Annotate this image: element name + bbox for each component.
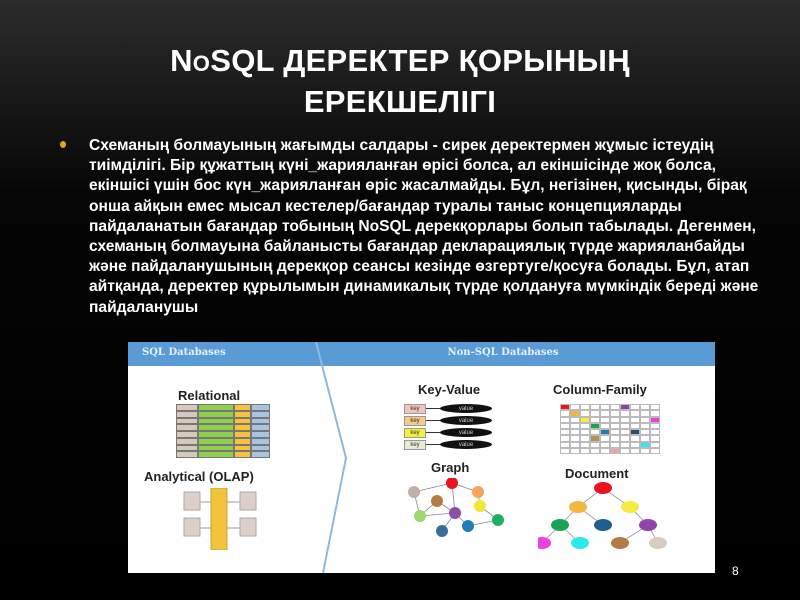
kv-value: value: [440, 404, 492, 413]
relational-table-icon: [176, 404, 270, 458]
graph-label: Graph: [431, 460, 470, 475]
kv-key: key: [404, 416, 426, 426]
kv-key: key: [404, 428, 426, 438]
sql-databases-header: SQL Databases: [142, 347, 226, 358]
kv-pair: [404, 427, 492, 438]
document-label: Document: [565, 466, 629, 481]
title-line1-rest: SQL ДЕРЕКТЕР ҚОРЫНЫҢ: [210, 43, 630, 78]
document-tree-icon: [538, 482, 678, 562]
key-value-label: Key-Value: [418, 382, 481, 397]
nosql-databases-header: Non-SQL Databases: [447, 347, 559, 358]
database-types-diagram: [128, 342, 715, 573]
kv-key: key: [404, 440, 426, 450]
title-line2: ЕРЕКШЕЛІГІ: [303, 84, 497, 119]
title-n: N: [170, 43, 193, 78]
bullet-icon: [60, 141, 66, 148]
slide-title: [80, 42, 720, 121]
relational-label: Relational: [178, 388, 241, 403]
olap-star-schema-icon: [178, 488, 268, 550]
kv-key: key: [404, 404, 426, 414]
kv-pair: [404, 439, 492, 450]
bullet-list: [60, 136, 780, 318]
graph-network-icon: [400, 478, 520, 548]
kv-value: value: [440, 440, 492, 449]
page-number: 8: [732, 564, 739, 578]
kv-pair: [404, 403, 492, 414]
column-family-grid-icon: [560, 404, 660, 454]
kv-pair: [404, 415, 492, 426]
olap-label: Analytical (OLAP): [144, 469, 254, 484]
kv-value: value: [440, 416, 492, 425]
bullet-text: Схеманың болмауының жағымды салдары - сирек деректермен жұмыс істеудің тиімділігі. Бір құжаттың күні_жарияланған өрісі болса, ал екіншісінде жоқ болса, екіншісі үшін бос күн_жарияланған өріс жасалмайды. Бұл, негізінен, қисынды, бірақ онша айқын емес мысал кестелер/бағандар туралы таныс концепцияларды пайдаланатын бағандар тобының NoSQL дерекқорлары болып табылады. Дегенмен, схеманың болмауына байланысты бағандар декларациялық түрде жарияланбайды және пайдаланушының дерекқор сеансы кезінде өзгертуге/қосуға болады. Бұл, атап айтқанда, деректер құрылымын динамикалық түрде қолдануға мүмкіндік береді және пайдаланушы: [89, 137, 759, 316]
kv-value: value: [440, 428, 492, 437]
column-family-label: Column-Family: [553, 382, 647, 397]
title-small-o: O: [192, 51, 211, 76]
